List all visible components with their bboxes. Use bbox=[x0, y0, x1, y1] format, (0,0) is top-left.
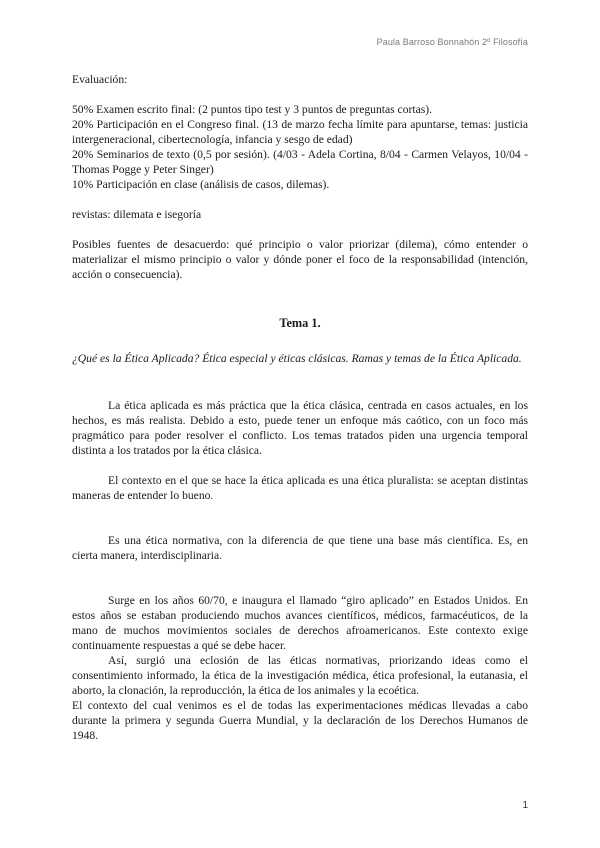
grade-text: Participación en clase (análisis de casos, dilemas). bbox=[93, 178, 330, 191]
spacer bbox=[72, 458, 528, 473]
grade-item-seminars bbox=[72, 147, 528, 177]
grade-percent: 20% bbox=[72, 118, 94, 131]
body-paragraph: El contexto del cual venimos es el de todas las experimentaciones médicas llevadas a cabo durante la primera y segunda Guerra Mundial, y la declaración de los Derechos Humanos de 1948. bbox=[72, 699, 528, 742]
grade-text: Participación en el Congreso final. (13 de marzo fecha límite para apuntarse, temas: justicia intergeneracional, cibertecnología, infancia y sesgo de edad) bbox=[72, 118, 528, 146]
grade-item-exam bbox=[72, 102, 528, 117]
document-body bbox=[72, 72, 528, 743]
spacer bbox=[72, 192, 528, 207]
spacer bbox=[72, 563, 528, 593]
topic-title: Tema 1. bbox=[279, 316, 321, 330]
topic-subtitle: ¿Qué es la Ética Aplicada? Ética especial y éticas clásicas. Ramas y temas de la Ética Aplicada. bbox=[72, 352, 522, 365]
body-paragraph: Es una ética normativa, con la diferencia de que tiene una base más científica. Es, en cierta manera, interdisciplinaria. bbox=[72, 534, 528, 562]
body-paragraph: Así, surgió una eclosión de las éticas normativas, priorizando ideas como el consentimiento informado, la ética de la investigación médica, ética profesional, la eutanasia, el aborto, la clonación, la reproducción, la ética de los animales y la ecoética. bbox=[72, 654, 528, 697]
body-paragraph: El contexto en el que se hace la ética aplicada es una ética pluralista: se aceptan distintas maneras de entender lo bueno. bbox=[72, 474, 528, 502]
spacer bbox=[72, 503, 528, 533]
spacer bbox=[72, 222, 528, 237]
grade-text: Examen escrito final: (2 puntos tipo test y 3 puntos de preguntas cortas). bbox=[93, 103, 432, 116]
body-paragraph: Surge en los años 60/70, e inaugura el llamado “giro aplicado” en Estados Unidos. En estos años se estaban produciendo muchos avances científicos, médicos, farmacéuticos, de la mano de muchos movimientos sociales de derechos afroamericanos. Este contexto exige continuamente respuestas a qué se debe hacer. bbox=[72, 594, 528, 652]
spacer bbox=[72, 383, 528, 398]
grade-item-participation bbox=[72, 177, 528, 192]
disagreement-paragraph: Posibles fuentes de desacuerdo: qué principio o valor priorizar (dilema), cómo entender o materializar el mismo principio o valor y dónde poner el foco de la responsabilidad (intención, acción o consecuencia). bbox=[72, 238, 528, 281]
grade-text: Seminarios de texto (0,5 por sesión). (4/03 - Adela Cortina, 8/04 - Carmen Velayos, 10/04 - Thomas Pogge y Peter Singer) bbox=[72, 148, 528, 176]
evaluation-heading: Evaluación: bbox=[72, 73, 128, 86]
body-paragraph: La ética aplicada es más práctica que la ética clásica, centrada en casos actuales, en los hechos, es más realista. Debido a esto, puede tener un enfoque más caótico, con un foco más pragmático para poder resolver el conflicto. Los temas tratados piden una urgencia temporal distinta a los tratados por la ética clásica. bbox=[72, 399, 528, 457]
page-header-author: Paula Barroso Bonnahón 2º Filosofía bbox=[376, 37, 528, 47]
grade-percent: 50% bbox=[72, 103, 94, 116]
grade-percent: 20% bbox=[72, 148, 94, 161]
journals-note: revistas: dilemata e isegoría bbox=[72, 208, 202, 221]
grade-item-congress bbox=[72, 117, 528, 147]
grade-percent: 10% bbox=[72, 178, 94, 191]
page-number: 1 bbox=[522, 800, 528, 811]
